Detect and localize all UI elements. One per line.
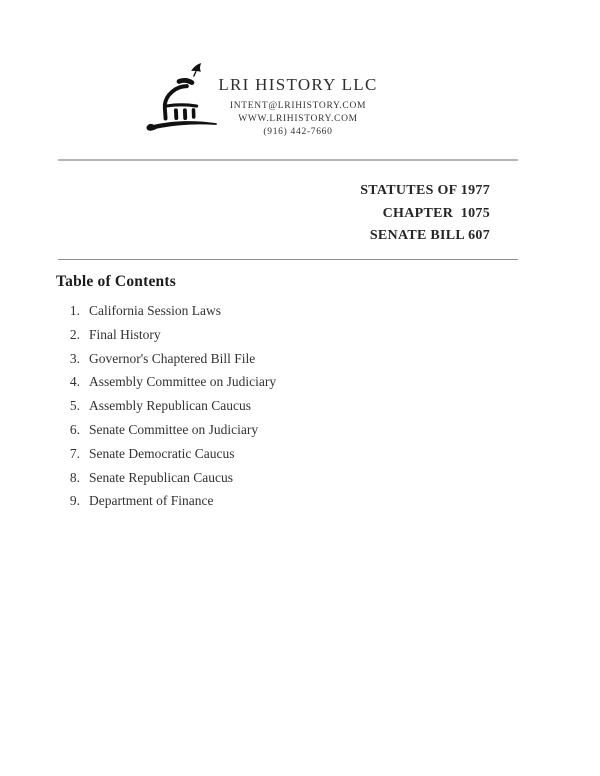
toc-item-label: Assembly Committee on Judiciary [89, 374, 277, 390]
toc-item-label: California Session Laws [89, 303, 221, 318]
divider-bottom [58, 259, 518, 260]
toc-item [56, 303, 276, 327]
toc-item-label: Governor's Chaptered Bill File [89, 350, 256, 366]
toc-item-label: Senate Committee on Judiciary [89, 421, 259, 437]
toc-item-number: 8. [69, 469, 80, 485]
toc-item-label: Assembly Republican Caucus [89, 398, 251, 414]
toc-item-number: 7. [69, 445, 80, 461]
toc-item-label: Senate Republican Caucus [89, 469, 233, 485]
toc-item [56, 446, 276, 470]
flag-glyph [191, 63, 201, 72]
toc-item [56, 374, 276, 398]
toc-item-number: 4. [69, 374, 80, 390]
toc-list [56, 303, 276, 517]
toc-title: Table of Contents [56, 273, 176, 290]
toc-item-number: 5. [69, 398, 80, 414]
letterhead [168, 75, 428, 139]
company-phone: (916) 442-7660 [263, 127, 333, 137]
toc-item [56, 422, 276, 446]
toc-item-number: 1. [69, 303, 80, 318]
toc-item-number: 6. [69, 421, 80, 437]
company-name: LRI HISTORY LLC [218, 75, 378, 94]
senate-bill-line: SENATE BILL 607 [369, 228, 490, 243]
divider-top [58, 159, 518, 161]
toc-item [56, 398, 276, 422]
toc-item [56, 351, 276, 375]
toc-item [56, 493, 276, 517]
company-website: WWW.LRIHISTORY.COM [238, 114, 358, 124]
toc-item-label: Department of Finance [89, 493, 214, 509]
toc-item [56, 327, 276, 351]
toc-item [56, 470, 276, 494]
toc-item-number: 3. [69, 350, 80, 366]
toc-item-number: 2. [69, 326, 80, 342]
bill-identification [360, 180, 490, 248]
statutes-line: STATUTES OF 1977 [360, 183, 490, 198]
toc-item-label: Final History [89, 326, 161, 342]
company-email: INTENT@LRIHISTORY.COM [229, 101, 367, 111]
toc-item-number: 9. [69, 493, 80, 509]
toc-item-label: Senate Democratic Caucus [89, 445, 235, 461]
chapter-line: CHAPTER 1075 [382, 205, 490, 221]
